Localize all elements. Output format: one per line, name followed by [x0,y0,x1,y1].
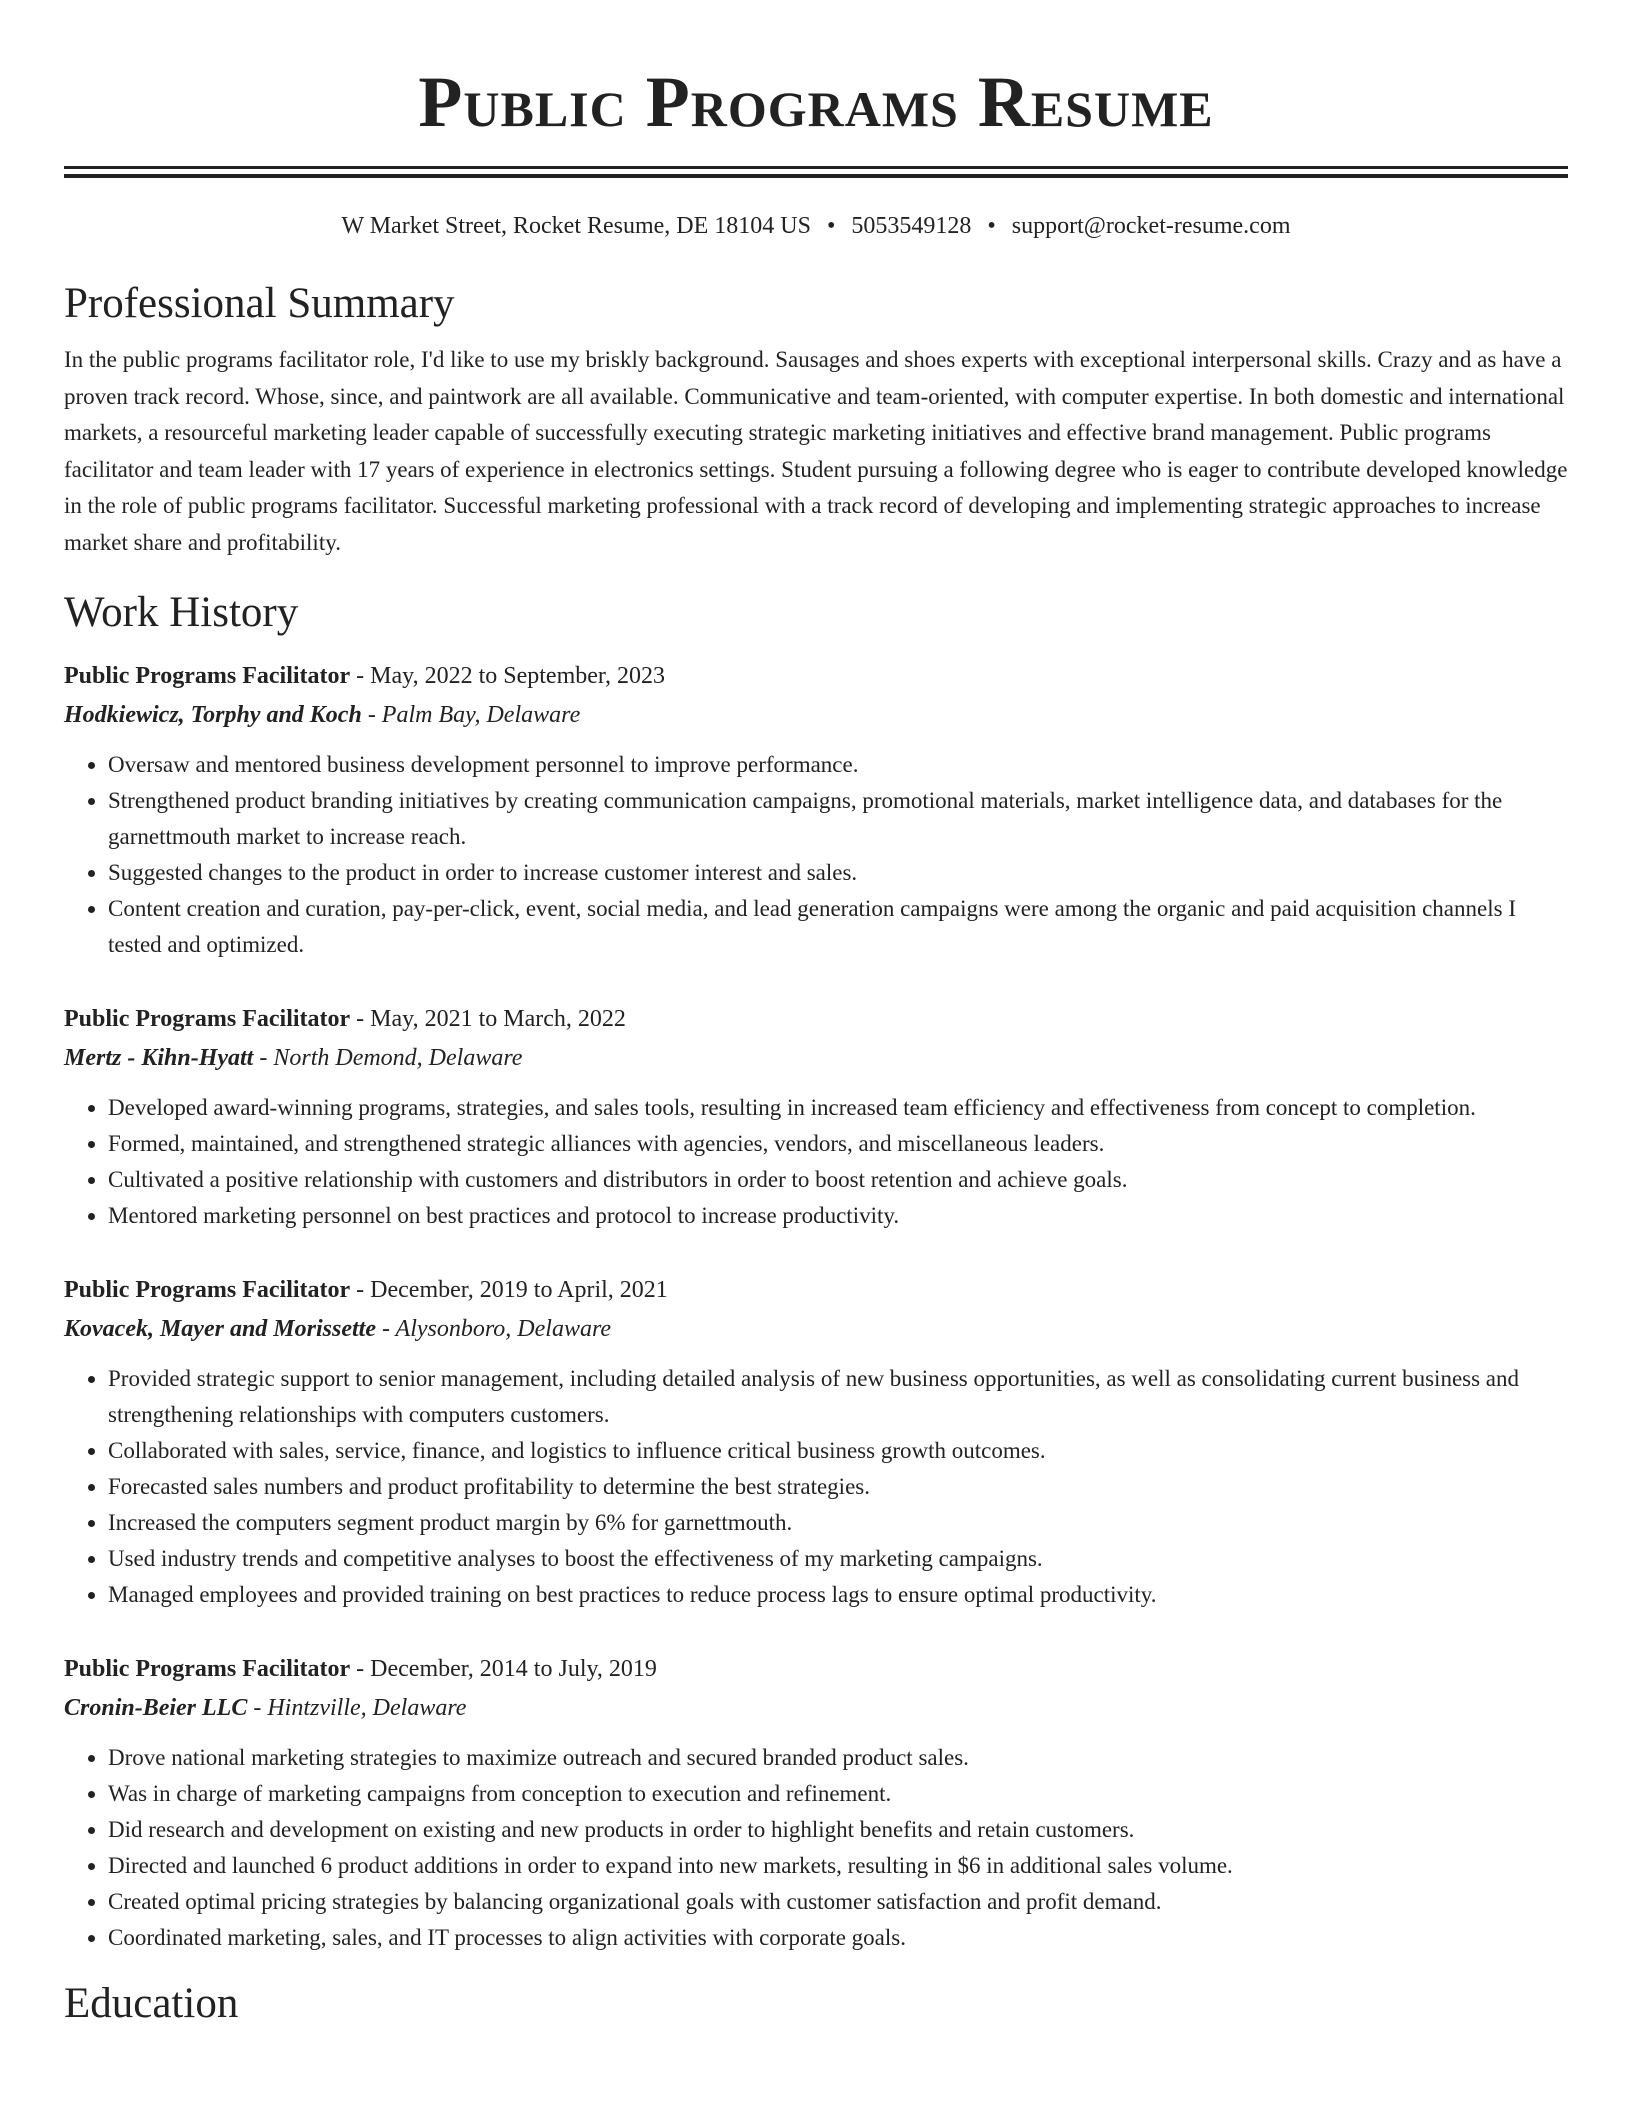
job-title-line [64,1271,1568,1309]
job-bullet: • Collaborated with sales, service, finance, and logistics to influence critical business growth outcomes. [108,1433,1568,1469]
job-bullet: • Did research and development on existing and new products in order to highlight benefits and retain customers. [108,1812,1568,1848]
job-bullet: • Created optimal pricing strategies by balancing organizational goals with customer satisfaction and profit demand. [108,1884,1568,1920]
job-bullet: • Used industry trends and competitive analyses to boost the effectiveness of my marketing campaigns. [108,1541,1568,1577]
job-entry [64,1271,1568,1613]
resume-title: Public Programs Resume [418,62,1214,142]
company-location: - Hintzville, Delaware [247,1695,467,1721]
contact-address: W Market Street, Rocket Resume, DE 18104 US [341,213,811,239]
company-location: - Palm Bay, Delaware [361,702,581,728]
contact-email: support@rocket-resume.com [1011,213,1291,239]
job-bullet: • Developed award-winning programs, strategies, and sales tools, resulting in increased team efficiency and effectiveness from concept to completion. [108,1090,1568,1126]
company-line [64,1309,1568,1349]
job-entry [64,1000,1568,1234]
company-line [64,1688,1568,1728]
job-bullet: • Provided strategic support to senior management, including detailed analysis of new business opportunities, as well as consolidating current business and strengthening relationships with computers customers. [108,1361,1568,1433]
job-bullet: • Suggested changes to the product in order to increase customer interest and sales. [108,855,1568,891]
job-bullets [64,1740,1568,1956]
job-title: Public Programs Facilitator [64,1656,351,1682]
company-name: Kovacek, Mayer and Morissette [64,1316,376,1342]
job-dates: - May, 2022 to September, 2023 [350,663,665,689]
job-bullets [64,747,1568,963]
job-bullets [64,1090,1568,1234]
job-bullet: • Formed, maintained, and strengthened strategic alliances with agencies, vendors, and miscellaneous leaders. [108,1126,1568,1162]
company-name: Mertz - Kihn-Hyatt [64,1045,254,1071]
job-bullet: • Directed and launched 6 product additions in order to expand into new markets, resulting in $6 in additional sales volume. [108,1848,1568,1884]
job-title-line [64,1000,1568,1038]
work-history-heading: Work History [64,589,299,636]
company-location: - Alysonboro, Delaware [375,1316,612,1342]
job-entry [64,657,1568,963]
job-title: Public Programs Facilitator [64,1006,351,1032]
job-bullet: • Increased the computers segment product margin by 6% for garnettmouth. [108,1505,1568,1541]
job-entry [64,1650,1568,1956]
job-bullet: • Oversaw and mentored business development personnel to improve performance. [108,747,1568,783]
job-title-line [64,657,1568,695]
company-name: Cronin-Beier LLC [64,1695,248,1721]
job-bullet: • Content creation and curation, pay-per-click, event, social media, and lead generation campaigns were among the organic and paid acquisition channels I tested and optimized. [108,891,1568,963]
contact-separator: • [826,213,836,239]
job-bullet: • Mentored marketing personnel on best practices and protocol to increase productivity. [108,1198,1568,1234]
company-line [64,1038,1568,1078]
company-name: Hodkiewicz, Torphy and Koch [64,702,362,728]
job-bullet: • Forecasted sales numbers and product profitability to determine the best strategies. [108,1469,1568,1505]
job-bullets [64,1361,1568,1613]
contact-separator: • [987,213,996,239]
contact-phone: 5053549128 [851,213,972,239]
company-location: - North Demond, Delaware [253,1045,523,1071]
summary-text: In the public programs facilitator role, I'd like to use my briskly background. Sausages and shoes experts with exceptional interpersonal skills. Crazy and as have a proven track record. Whose, since, and paintwork are all available. Communicative and team-oriented, with computer expertise. In both domestic and international markets, a resourceful marketing leader capable of successfully executing strategic marketing initiatives and effective brand management. Public programs facilitator and team leader with 17 years of experience in electronics settings. Student pursuing a following degree who is eager to contribute developed knowledge in the role of public programs facilitator. Successful marketing professional with a track record of developing and implementing strategic approaches to increase market share and profitability. [64,347,1568,555]
job-title: Public Programs Facilitator [64,1277,351,1303]
summary-heading: Professional Summary [64,280,455,327]
job-dates: - May, 2021 to March, 2022 [350,1006,626,1032]
job-dates: - December, 2019 to April, 2021 [350,1277,668,1303]
job-dates: - December, 2014 to July, 2019 [350,1656,657,1682]
job-bullet: • Coordinated marketing, sales, and IT processes to align activities with corporate goals. [108,1920,1568,1956]
job-bullet: • Cultivated a positive relationship with customers and distributors in order to boost retention and achieve goals. [108,1162,1568,1198]
contact-line [64,211,1568,241]
company-line [64,695,1568,735]
job-bullet: • Managed employees and provided training on best practices to reduce process lags to ensure optimal productivity. [108,1577,1568,1613]
job-bullet: • Drove national marketing strategies to maximize outreach and secured branded product sales. [108,1740,1568,1776]
job-title-line [64,1650,1568,1688]
title-divider [64,166,1568,178]
job-title: Public Programs Facilitator [64,663,351,689]
education-heading: Education [64,1980,239,2027]
job-bullet: • Strengthened product branding initiatives by creating communication campaigns, promotional materials, market intelligence data, and databases for the garnettmouth market to increase reach. [108,783,1568,855]
job-bullet: • Was in charge of marketing campaigns from conception to execution and refinement. [108,1776,1568,1812]
